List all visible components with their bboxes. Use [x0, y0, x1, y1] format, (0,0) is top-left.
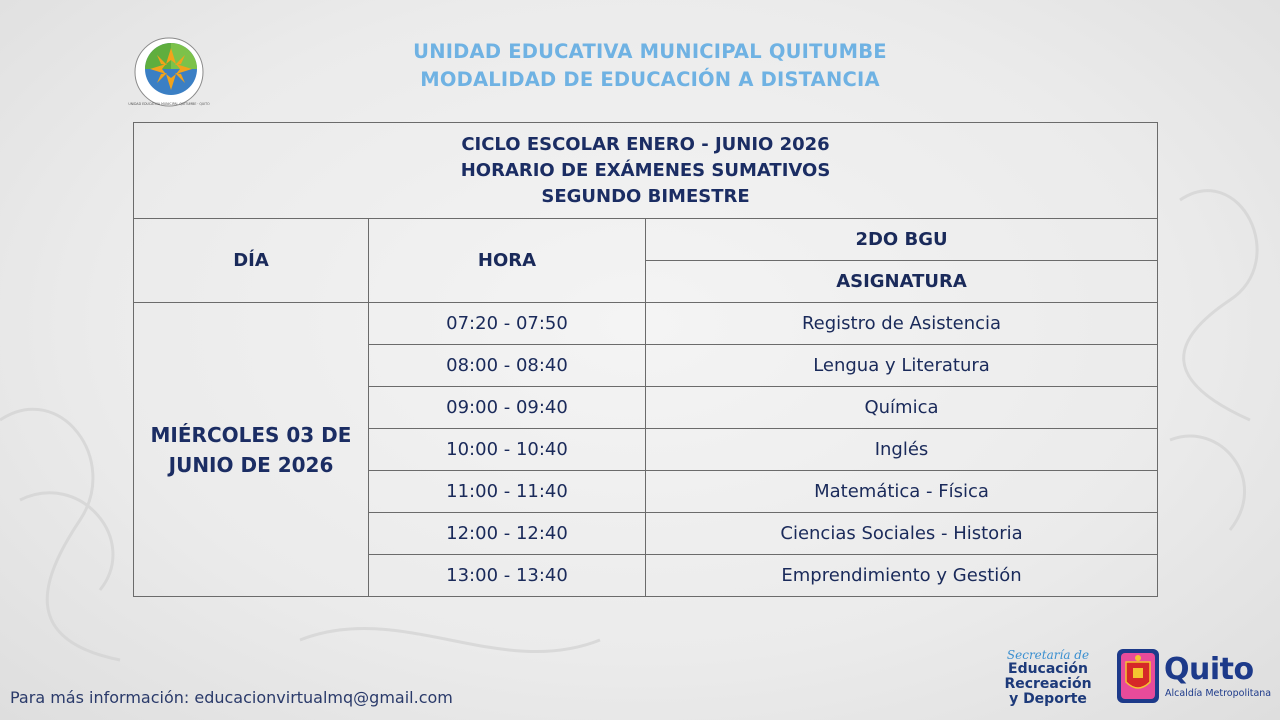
exam-title: HORARIO DE EXÁMENES SUMATIVOS [460, 159, 831, 181]
subject-cell: Matemática - Física [646, 471, 1158, 513]
hour-cell: 13:00 - 13:40 [369, 555, 646, 597]
hour-cell: 10:00 - 10:40 [369, 429, 646, 471]
quito-wordmark: Quito [1164, 652, 1254, 687]
column-header-hour: HORA [369, 219, 646, 303]
schedule-title [134, 123, 1158, 219]
subject-cell: Emprendimiento y Gestión [646, 555, 1158, 597]
secretaria-line-1: Educación [1008, 661, 1088, 677]
quito-logo [1116, 648, 1276, 708]
day-line-2: JUNIO DE 2026 [168, 452, 334, 477]
subject-cell: Ciencias Sociales - Historia [646, 513, 1158, 555]
subject-cell: Inglés [646, 429, 1158, 471]
quito-subtitle: Alcaldía Metropolitana [1165, 688, 1272, 699]
hour-cell: 07:20 - 07:50 [369, 303, 646, 345]
school-logo [128, 36, 210, 108]
cycle-title: CICLO ESCOLAR ENERO - JUNIO 2026 [461, 133, 830, 155]
table-row [134, 303, 1158, 345]
school-header [260, 38, 1040, 94]
school-modality: MODALIDAD DE EDUCACIÓN A DISTANCIA [420, 68, 880, 91]
hour-cell: 12:00 - 12:40 [369, 513, 646, 555]
secretaria-line-2: Recreación [1004, 676, 1092, 692]
school-name: UNIDAD EDUCATIVA MUNICIPAL QUITUMBE [413, 40, 887, 63]
subject-cell: Registro de Asistencia [646, 303, 1158, 345]
subject-cell: Lengua y Literatura [646, 345, 1158, 387]
column-header-day: DÍA [134, 219, 369, 303]
exam-schedule-table [133, 122, 1158, 597]
day-line-1: MIÉRCOLES 03 DE [150, 422, 352, 447]
hour-cell: 08:00 - 08:40 [369, 345, 646, 387]
quito-shield-icon [1116, 648, 1160, 704]
column-header-grade: 2DO BGU [646, 219, 1158, 261]
hour-cell: 09:00 - 09:40 [369, 387, 646, 429]
contact-info: Para más información: educacionvirtualmq@gmail.com [10, 688, 453, 707]
secretaria-line-3: y Deporte [1009, 691, 1087, 707]
term-title: SEGUNDO BIMESTRE [541, 185, 750, 207]
hour-cell: 11:00 - 11:40 [369, 471, 646, 513]
subject-cell: Química [646, 387, 1158, 429]
school-logo-ring-text: UNIDAD EDUCATIVA MUNICIPAL QUITUMBE · QUITO [128, 102, 210, 106]
day-cell [134, 303, 369, 597]
secretaria-script: Secretaría de [1006, 648, 1090, 662]
secretaria-logo [998, 648, 1098, 707]
column-header-subject: ASIGNATURA [646, 261, 1158, 303]
